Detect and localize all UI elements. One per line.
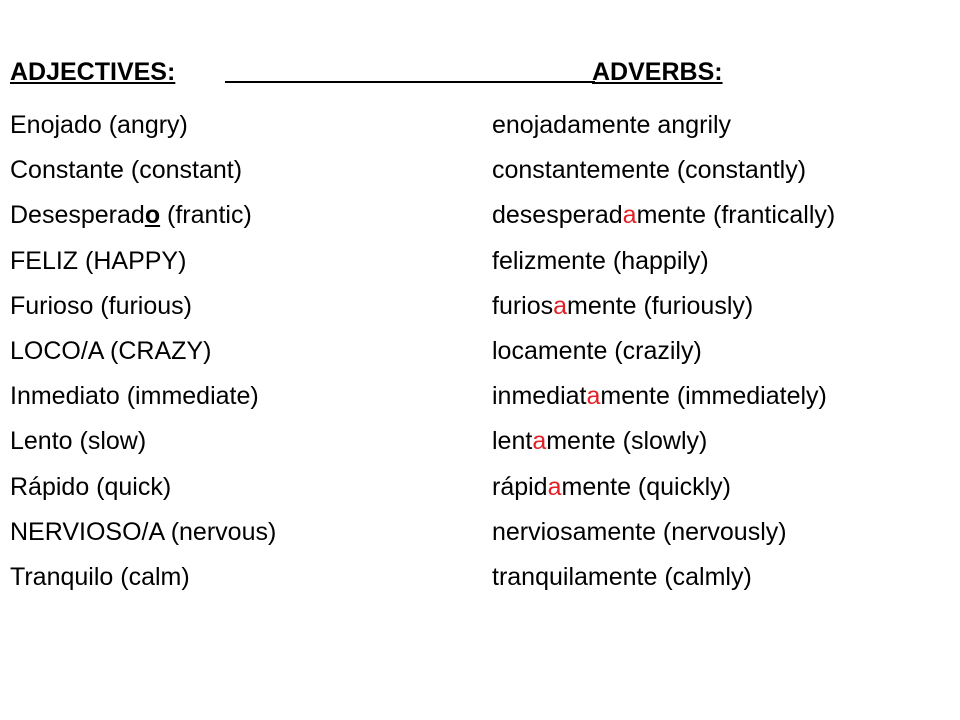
vocab-row: [0, 512, 960, 552]
text-segment: desesperad: [492, 201, 623, 230]
adverb-text: [492, 195, 835, 235]
text-segment: nerviosamente (nervously): [492, 517, 787, 546]
text-segment: Constante (constant): [10, 156, 243, 185]
adverb-text: [492, 467, 731, 507]
highlighted-ending: a: [532, 427, 547, 456]
vocab-row: [0, 195, 960, 235]
vocab-row: [0, 105, 960, 145]
text-segment: furios: [492, 291, 554, 320]
adjective-text: [10, 557, 190, 597]
text-segment: tranquilamente (calmly): [492, 563, 752, 591]
text-segment: felizmente (happily): [492, 246, 709, 275]
underlined-ending: o: [144, 201, 161, 230]
vocab-row: [0, 331, 960, 371]
text-segment: locamente (crazily): [492, 337, 702, 365]
vocab-row: [0, 467, 960, 507]
text-segment: mente (frantically): [636, 201, 836, 230]
highlighted-ending: a: [547, 472, 562, 501]
adjective-text: [10, 467, 171, 507]
text-segment: FELIZ (HAPPY): [10, 246, 187, 275]
adjective-text: [10, 241, 186, 281]
header-underline-rule: [225, 81, 595, 83]
highlighted-ending: a: [553, 291, 568, 320]
adjective-text: [10, 105, 188, 145]
text-segment: rápid: [492, 472, 548, 501]
text-segment: inmediat: [492, 382, 587, 411]
text-segment: mente (slowly): [546, 427, 708, 456]
adverb-text: [492, 376, 827, 416]
adverbs-heading: ADVERBS:: [592, 58, 723, 86]
text-segment: Desesperad: [10, 201, 145, 230]
text-segment: Enojado (angry): [10, 111, 188, 139]
adjective-text: [10, 195, 252, 235]
adjectives-heading: ADJECTIVES:: [10, 58, 176, 86]
text-segment: Lento (slow): [10, 427, 147, 456]
adjective-text: [10, 421, 146, 461]
vocab-row: [0, 421, 960, 461]
text-segment: constantemente (constantly): [492, 156, 807, 185]
text-segment: NERVIOSO/A (nervous): [10, 517, 277, 546]
adverb-text: [492, 421, 707, 461]
text-segment: mente (furiously): [567, 291, 754, 320]
vocab-row: [0, 376, 960, 416]
adverb-text: [492, 241, 709, 281]
adverb-text: [492, 331, 702, 371]
adverb-text: [492, 512, 787, 552]
text-segment: Inmediato (immediate): [10, 382, 259, 411]
text-segment: (frantic): [160, 201, 252, 230]
vocab-row: [0, 286, 960, 326]
adverb-text: [492, 286, 753, 326]
text-segment: Tranquilo (calm): [10, 563, 190, 591]
adverb-text: [492, 150, 806, 190]
vocab-row: [0, 150, 960, 190]
adverb-text: [492, 105, 731, 145]
highlighted-ending: a: [586, 382, 601, 411]
text-segment: lent: [492, 427, 533, 456]
text-segment: mente (immediately): [600, 382, 827, 411]
text-segment: mente (quickly): [561, 472, 731, 501]
vocab-row: [0, 241, 960, 281]
highlighted-ending: a: [622, 201, 637, 230]
adverb-text: [492, 557, 752, 597]
text-segment: LOCO/A (CRAZY): [10, 337, 212, 365]
text-segment: Furioso (furious): [10, 291, 192, 320]
vocab-row: [0, 557, 960, 597]
adjective-text: [10, 512, 276, 552]
adjective-text: [10, 150, 242, 190]
adjective-text: [10, 331, 211, 371]
text-segment: enojadamente angrily: [492, 111, 732, 139]
adjective-text: [10, 286, 192, 326]
column-headers: [10, 52, 770, 92]
text-segment: Rápido (quick): [10, 472, 172, 501]
adjective-text: [10, 376, 259, 416]
